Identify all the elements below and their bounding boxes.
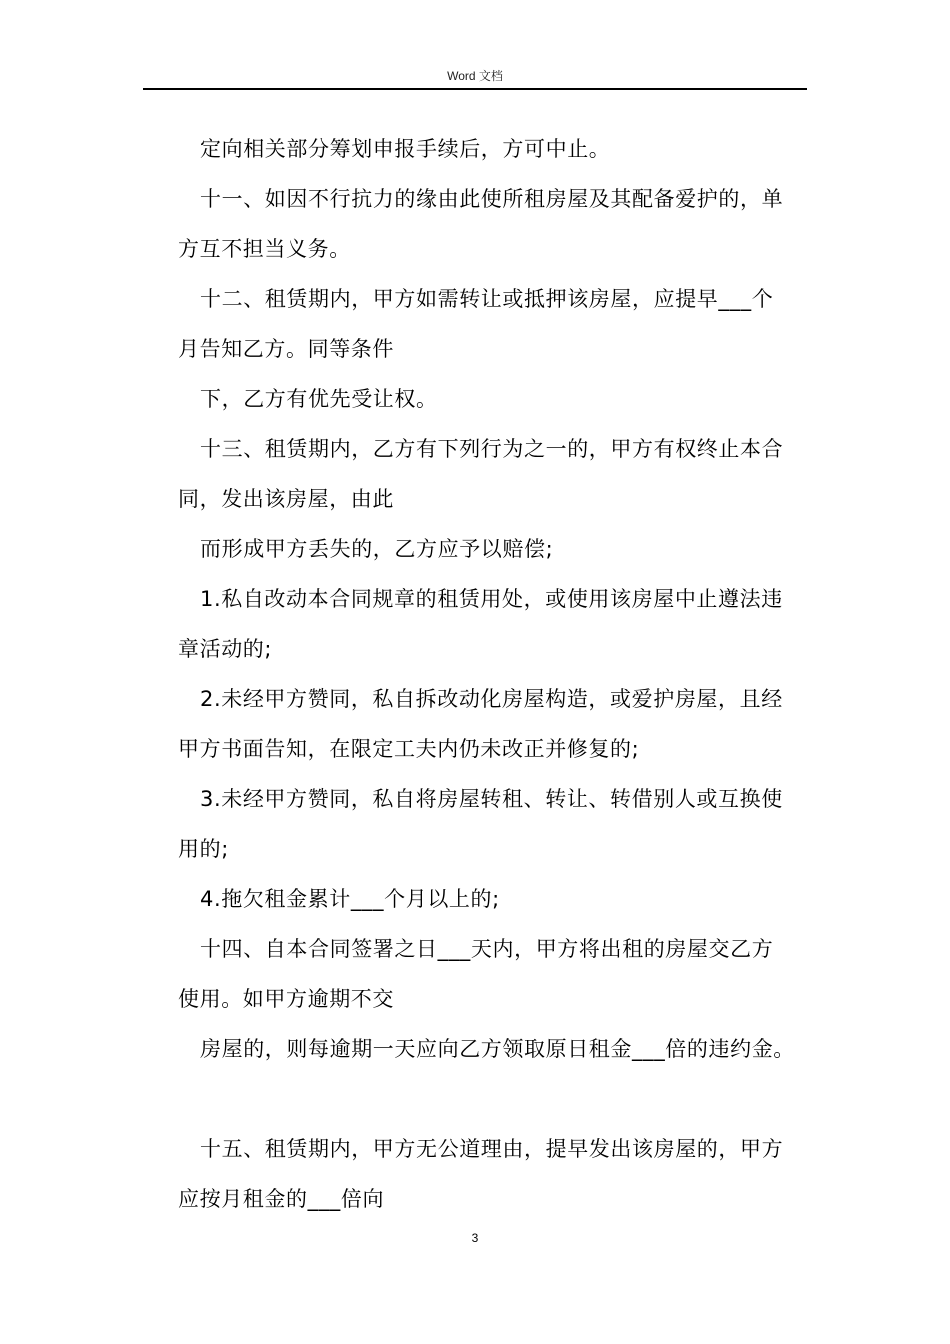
page-header: Word 文档 — [447, 69, 503, 83]
paragraph-line: 十五、租赁期内，甲方无公道理由，提早发出该房屋的，甲方 — [200, 1137, 784, 1161]
paragraph-line: 同，发出该房屋，由此 — [178, 487, 394, 511]
paragraph-line: 而形成甲方丢失的，乙方应予以赔偿; — [200, 537, 554, 561]
paragraph-line: 定向相关部分筹划申报手续后，方可中止。 — [200, 137, 611, 161]
paragraph-line: 下，乙方有优先受让权。 — [200, 387, 438, 411]
header-divider — [143, 88, 807, 90]
paragraph-line: 1.私自改动本合同规章的租赁用处，或使用该房屋中止遵法违 — [200, 587, 783, 611]
paragraph-line: 用的; — [178, 837, 229, 861]
paragraph-line: 十二、租赁期内，甲方如需转让或抵押该房屋，应提早___个 — [200, 287, 774, 311]
paragraph-line: 应按月租金的___倍向 — [178, 1187, 385, 1211]
paragraph-line: 章活动的; — [178, 637, 273, 661]
paragraph-line: 4.拖欠租金累计___个月以上的; — [200, 887, 500, 911]
paragraph-line: 房屋的，则每逾期一天应向乙方领取原日租金___倍的违约金。 — [200, 1037, 795, 1061]
paragraph-line: 2.未经甲方赞同，私自拆改动化房屋构造，或爱护房屋，且经 — [200, 687, 783, 711]
paragraph-line: 方互不担当义务。 — [178, 237, 351, 261]
paragraph-line: 十四、自本合同签署之日___天内，甲方将出租的房屋交乙方 — [200, 937, 774, 961]
paragraph-line: 使用。如甲方逾期不交 — [178, 987, 394, 1011]
paragraph-line: 3.未经甲方赞同，私自将房屋转租、转让、转借别人或互换使 — [200, 787, 783, 811]
paragraph-line: 十一、如因不行抗力的缘由此使所租房屋及其配备爱护的，单 — [200, 187, 784, 211]
paragraph-line: 十三、租赁期内，乙方有下列行为之一的，甲方有权终止本合 — [200, 437, 784, 461]
paragraph-line: 月告知乙方。同等条件 — [178, 337, 394, 361]
paragraph-line: 甲方书面告知，在限定工夫内仍未改正并修复的; — [178, 737, 640, 761]
page-number: 3 — [471, 1231, 479, 1245]
